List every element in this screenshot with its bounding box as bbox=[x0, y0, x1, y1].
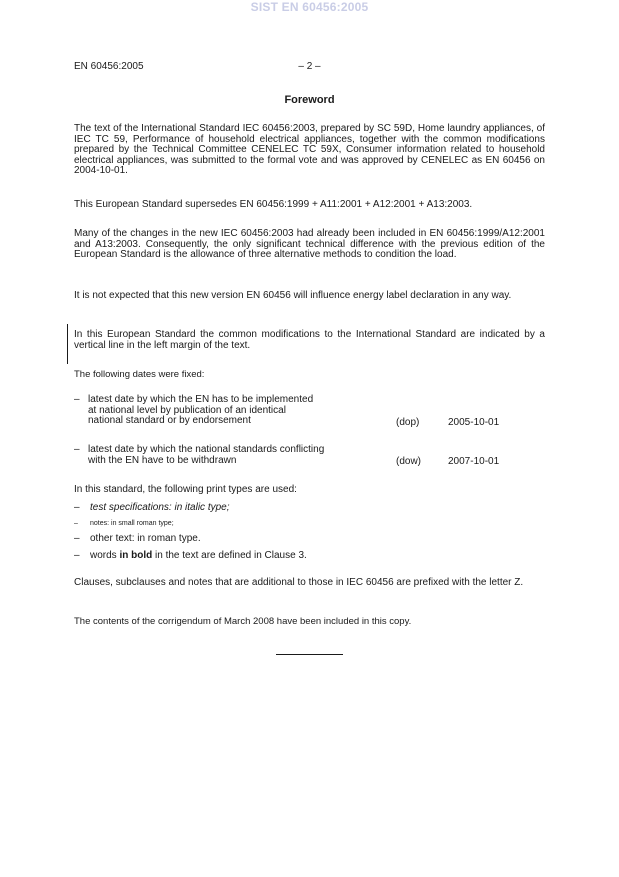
print-type-text: test specifications: in italic type; bbox=[90, 502, 230, 513]
section-title: Foreword bbox=[284, 94, 335, 106]
end-rule bbox=[276, 654, 343, 655]
date-description-line: with the EN have to be withdrawn bbox=[88, 454, 237, 466]
list-dash: – bbox=[74, 502, 80, 513]
paragraph-energy-label: It is not expected that this new version EN 60456 will influence energy label declaration in any way. bbox=[74, 290, 512, 301]
date-code: (dow) bbox=[396, 456, 422, 467]
document-id: EN 60456:2005 bbox=[74, 61, 144, 72]
date-value: 2005-10-01 bbox=[448, 417, 500, 428]
list-dash: – bbox=[74, 533, 80, 544]
print-type-text: other text: in roman type. bbox=[90, 533, 201, 544]
date-entry-dow bbox=[74, 445, 545, 467]
print-type-text-bold: in bold bbox=[119, 550, 153, 561]
date-description-line: at national level by publication of an identical bbox=[88, 404, 286, 416]
date-description-line: national standard or by endorsement bbox=[88, 415, 251, 426]
paragraph-supersedes: This European Standard supersedes EN 60456:1999 + A11:2001 + A12:2001 + A13:2003. bbox=[74, 199, 473, 210]
paragraph-clauses: Clauses, subclauses and notes that are additional to those in IEC 60456 are prefixed with the letter Z. bbox=[74, 577, 524, 588]
list-dash: – bbox=[74, 444, 80, 455]
watermark: SIST EN 60456:2005 bbox=[250, 0, 369, 14]
paragraph-corrigendum: The contents of the corrigendum of March 2008 have been included in this copy. bbox=[74, 616, 412, 627]
print-types-intro: In this standard, the following print types are used: bbox=[74, 484, 297, 495]
paragraph-changes: Many of the changes in the new IEC 60456:2003 had already been included in EN 60456:1999/A12:2001 and A13:2003. Consequently, the only significant technical difference with the previous edition of the European Standard is the allowance of three alternative methods to condition the load. bbox=[74, 228, 545, 260]
modification-margin-line bbox=[67, 324, 68, 364]
print-type-text-pre: words bbox=[90, 550, 117, 561]
paragraph-modifications: In this European Standard the common modifications to the International Standard are indicated by a vertical line in the left margin of the text. bbox=[74, 329, 545, 351]
date-value: 2007-10-01 bbox=[448, 456, 500, 467]
dates-intro: The following dates were fixed: bbox=[74, 369, 205, 380]
date-description-line: latest date by which the national standards conflicting bbox=[88, 444, 325, 455]
print-type-text: notes: in small roman type; bbox=[90, 520, 174, 527]
list-dash: – bbox=[74, 520, 78, 527]
date-code: (dop) bbox=[396, 417, 420, 428]
date-entry-dop bbox=[74, 395, 545, 429]
list-dash: – bbox=[74, 550, 80, 561]
list-dash: – bbox=[74, 394, 80, 405]
paragraph-intro: The text of the International Standard IEC 60456:2003, prepared by SC 59D, Home laundry appliances, of IEC TC 59, Performance of household electrical appliances, together with the common modifications prepared by the Technical Committee CENELEC TC 59X, Consumer information related to household electrical appliances, was submitted to the formal vote and was approved by CENELEC as EN 60456 on 2004-10-01. bbox=[74, 123, 545, 176]
print-type-text-post: in the text are defined in Clause 3. bbox=[155, 550, 307, 561]
print-type-text bbox=[90, 550, 307, 561]
page-number: – 2 – bbox=[298, 61, 321, 72]
date-description-line: latest date by which the EN has to be implemented bbox=[88, 394, 314, 405]
